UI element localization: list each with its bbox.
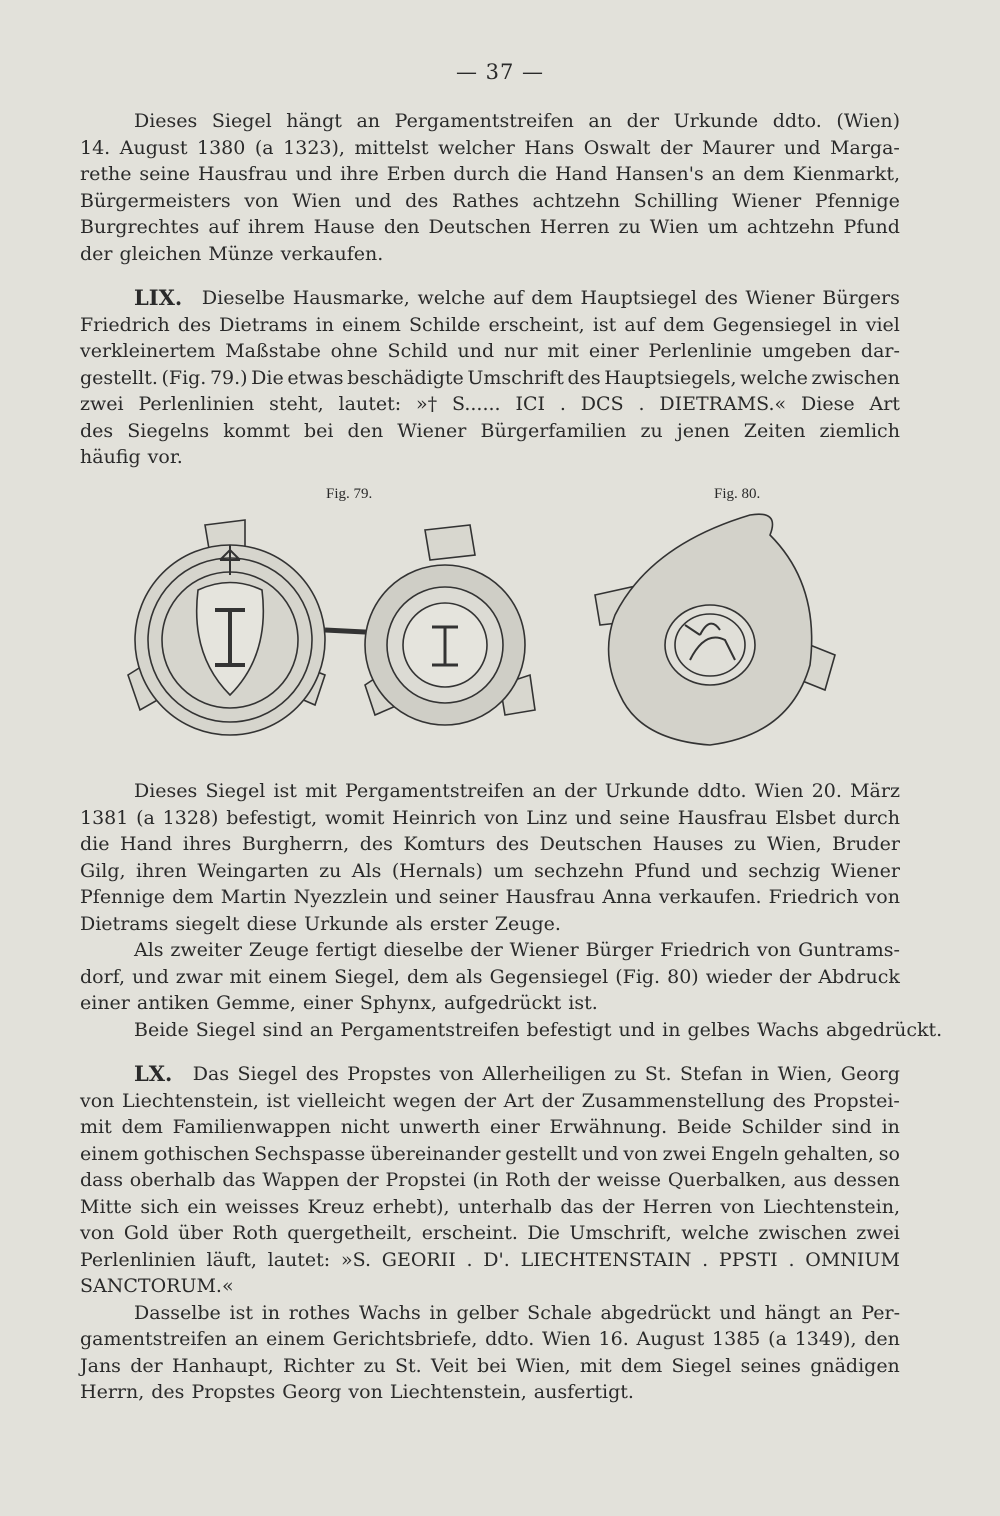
text-line: LX. Das Siegel des Propstes von Allerheiligen zu St. Stefan in Wien, Georg [134,1061,900,1086]
text-line: SANCTORUM.« [80,1275,234,1297]
figure-caption-80: Fig. 80. [714,486,761,502]
text-line: Bürgermeisters von Wien und des Rathes achtzehn Schilling Wiener Pfennige [80,189,900,212]
section-number: LIX. [134,285,183,310]
text-block-bottom [80,778,943,1406]
text-line: Dieses Siegel ist mit Pergamentstreifen an der Urkunde ddto. Wien 20. März [134,780,900,802]
figure-caption-79: Fig. 79. [326,486,373,502]
text-line: dorf, und zwar mit einem Siegel, dem als Gegensiegel (Fig. 80) wieder der Abdruck [80,965,900,988]
text-line: Jans der Hanhaupt, Richter zu St. Veit bei Wien, mit dem Siegel seines gnädigen [80,1354,900,1377]
text-line: 1381 (a 1328) befestigt, womit Heinrich von Linz und seine Hausfrau Elsbet durch [80,806,900,829]
text-line: häufig vor. [80,446,183,468]
text-line: Herrn, des Propstes Georg von Liechtenstein, ausfertigt. [80,1381,634,1403]
text-line: von Liechtenstein, ist vielleicht wegen der Art der Zusammenstellung des Propstei- [80,1089,900,1112]
text-line: mit dem Familienwappen nicht unwerth einer Erwähnung. Beide Schilder sind in [80,1116,900,1138]
text-line: Beide Siegel sind an Pergamentstreifen befestigt und in gelbes Wachs abgedrückt. [134,1018,943,1041]
paragraph [80,1017,943,1044]
text-line: Pfennige dem Martin Nyezzlein und seiner Hausfrau Anna verkaufen. Friedrich von [80,886,900,908]
paragraph [80,1300,900,1406]
text-line: Mitte sich ein weisses Kreuz erhebt), unterhalb das der Herren von Liechtenstein, [80,1195,900,1218]
text-line: Dietrams siegelt diese Urkunde als erster Zeuge. [80,912,561,935]
text-line: einem gothischen Sechspasse übereinander gestellt und von zwei Engeln gehalten, so [80,1142,900,1165]
seal-counter-image [365,525,535,725]
text-line: Gilg, ihren Weingarten zu Als (Hernals) um sechzehn Pfund und sechzig Wiener [80,859,900,882]
text-line: von Gold über Roth quergetheilt, erscheint. Die Umschrift, welche zwischen zwei [80,1222,900,1244]
text-line: die Hand ihres Burgherrn, des Komturs des Deutschen Hauses zu Wien, Bruder [80,833,900,855]
text-line: Friedrich des Dietrams in einem Schilde erscheint, ist auf dem Gegensiegel in viel [80,313,900,336]
text-line: dass oberhalb das Wappen der Propstei (in Roth der weisse Querbalken, aus dessen [80,1169,900,1191]
seal-main-image [128,520,325,735]
section-number: LX. [134,1061,173,1086]
text-line: Perlenlinien läuft, lautet: »S. GEORII . D'. LIECHTENSTAIN . PPSTI . OMNIUM [80,1248,900,1271]
text-line: zwei Perlenlinien steht, lautet: »† S...... ICI . DCS . DIETRAMS.« Diese Art [80,393,900,415]
seal-sphinx-image [595,514,835,745]
page-number: — 37 — [455,60,545,84]
text-line: rethe seine Hausfrau und ihre Erben durch die Hand Hansen's an dem Kienmarkt, [80,163,900,185]
seal-illustrations [120,505,840,755]
paragraph [80,108,900,267]
text-line: gestellt. (Fig. 79.) Die etwas beschädigte Umschrift des Hauptsiegels, welche zwischen [80,366,900,389]
text-block-top [80,108,900,471]
paragraph [80,285,900,471]
text-line: gamentstreifen an einem Gerichtsbriefe, ddto. Wien 16. August 1385 (a 1349), den [80,1328,900,1350]
text-line: der gleichen Münze verkaufen. [80,242,384,265]
text-line: Dasselbe ist in rothes Wachs in gelber Schale abgedrückt und hängt an Per- [134,1301,900,1324]
paragraph [80,937,900,1017]
text-line: Dieses Siegel hängt an Pergamentstreifen an der Urkunde ddto. (Wien) [134,110,900,132]
paragraph [80,1061,900,1300]
text-line: Als zweiter Zeuge fertigt dieselbe der Wiener Bürger Friedrich von Guntrams- [134,939,900,961]
text-line: Burgrechtes auf ihrem Hause den Deutschen Herren zu Wien um achtzehn Pfund [80,216,900,238]
text-line: des Siegelns kommt bei den Wiener Bürgerfamilien zu jenen Zeiten ziemlich [80,419,900,442]
text-line: einer antiken Gemme, einer Sphynx, aufgedrückt ist. [80,992,598,1014]
paragraph [80,778,900,937]
text-line: 14. August 1380 (a 1323), mittelst welcher Hans Oswalt der Maurer und Marga- [80,136,900,159]
text-line: verkleinertem Maßstabe ohne Schild und nur mit einer Perlenlinie umgeben dar- [80,340,900,362]
text-line: LIX. Dieselbe Hausmarke, welche auf dem Hauptsiegel des Wiener Bürgers [134,285,900,310]
